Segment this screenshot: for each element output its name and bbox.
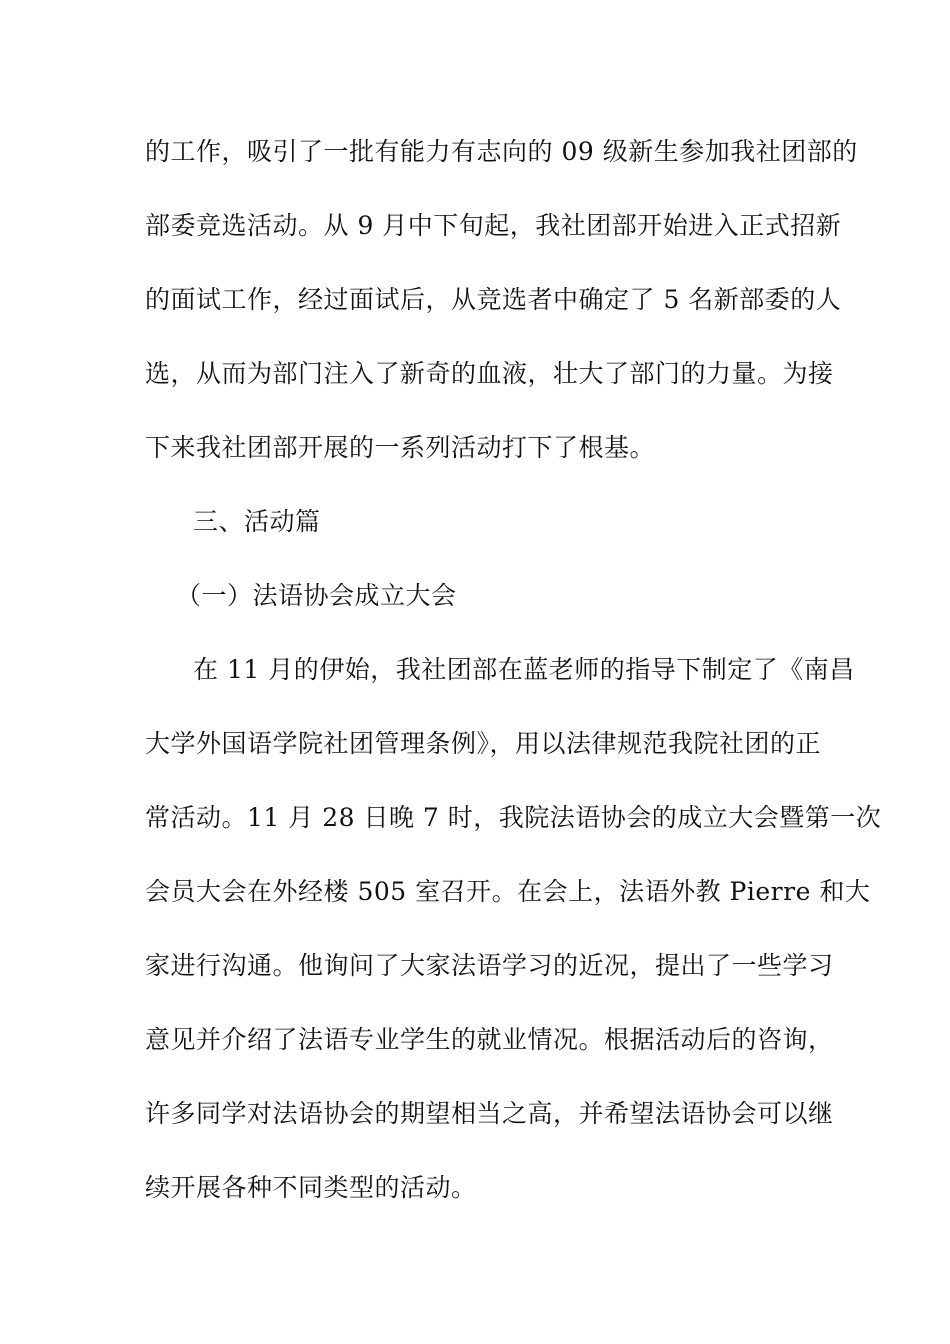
- subsection-heading: （一）法语协会成立大会: [176, 581, 457, 610]
- paragraph-line: 下来我社团部开展的一系列活动打下了根基。: [145, 433, 656, 462]
- paragraph-line: 大学外国语学院社团管理条例》，用以法律规范我院社团的正: [145, 729, 822, 758]
- paragraph-line: 常活动。11 月 28 日晚 7 时，我院法语协会的成立大会暨第一次: [145, 803, 882, 832]
- paragraph-line: 续开展各种不同类型的活动。: [145, 1173, 477, 1202]
- paragraph-line: 许多同学对法语协会的期望相当之高，并希望法语协会可以继: [145, 1099, 834, 1128]
- paragraph-line: 会员大会在外经楼 505 室召开。在会上，法语外教 Pierre 和大: [145, 877, 871, 906]
- section-heading: 三、活动篇: [193, 507, 321, 536]
- paragraph-line: 家进行沟通。他询问了大家法语学习的近况，提出了一些学习: [145, 951, 834, 980]
- paragraph-line: 的面试工作，经过面试后，从竞选者中确定了 5 名新部委的人: [145, 285, 842, 314]
- paragraph-line: 选，从而为部门注入了新奇的血液，壮大了部门的力量。为接: [145, 359, 834, 388]
- paragraph-line: 的工作，吸引了一批有能力有志向的 09 级新生参加我社团部的: [145, 137, 858, 166]
- paragraph-line: 部委竞选活动。从 9 月中下旬起，我社团部开始进入正式招新: [145, 211, 842, 240]
- paragraph-line: 在 11 月的伊始，我社团部在蓝老师的指导下制定了《南昌: [193, 655, 855, 684]
- paragraph-line: 意见并介绍了法语专业学生的就业情况。根据活动后的咨询，: [145, 1025, 834, 1054]
